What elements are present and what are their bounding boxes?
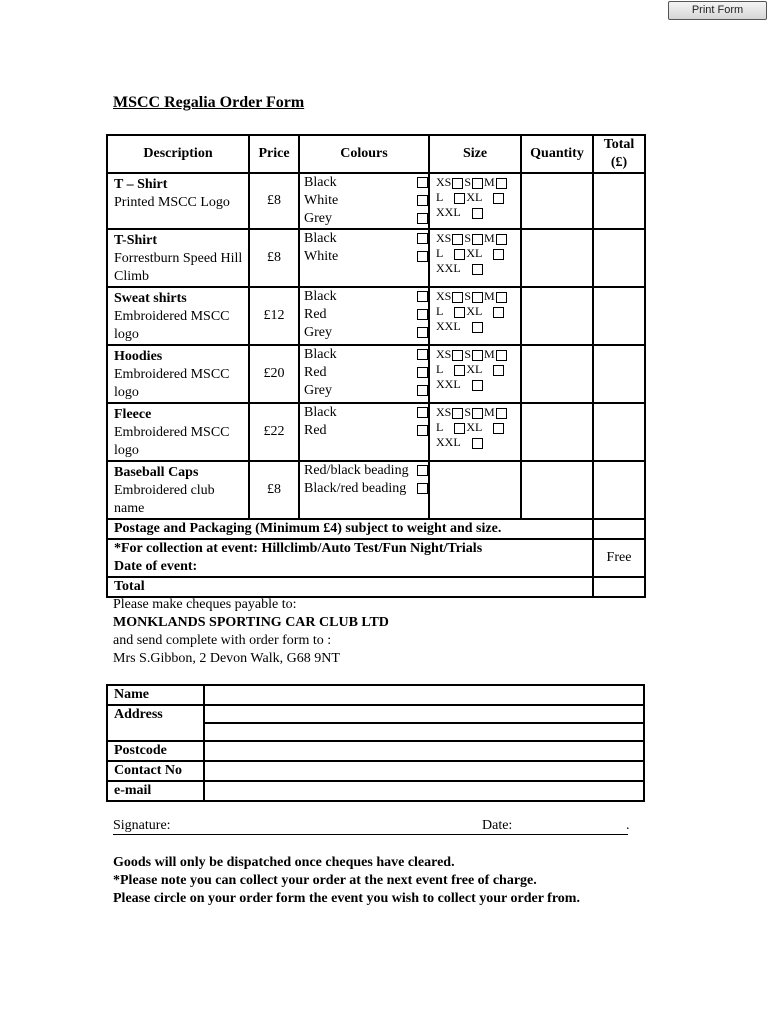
colour-option <box>304 364 428 382</box>
item-total-cell[interactable] <box>593 461 645 519</box>
item-sizes <box>429 403 521 461</box>
contact-label: Contact No <box>107 761 204 781</box>
colour-label: Red <box>304 307 327 322</box>
item-colours <box>299 403 429 461</box>
size-xs-label: XS <box>436 175 452 189</box>
size-xl-label: XL <box>466 362 483 376</box>
header-price: Price <box>249 135 299 173</box>
size-xs-label: XS <box>436 405 452 419</box>
colour-checkbox[interactable] <box>417 367 428 378</box>
payment-payee: MONKLANDS SPORTING CAR CLUB LTD <box>113 615 389 630</box>
item-name: T – Shirt <box>114 177 168 192</box>
email-field[interactable] <box>204 781 644 801</box>
item-sizes <box>429 461 521 519</box>
address-label: Address <box>107 705 204 741</box>
contact-field[interactable] <box>204 761 644 781</box>
colour-option <box>304 174 428 192</box>
item-price: £8 <box>249 173 299 229</box>
colour-label: Red <box>304 423 327 438</box>
item-description <box>107 345 249 403</box>
colour-label: Black <box>304 405 337 420</box>
colour-label: Black <box>304 175 337 190</box>
size-l-checkbox[interactable] <box>454 365 465 376</box>
item-description <box>107 461 249 519</box>
size-l-checkbox[interactable] <box>454 423 465 434</box>
postage-total-cell[interactable] <box>593 519 645 539</box>
name-field[interactable] <box>204 685 644 705</box>
colour-option <box>304 346 428 364</box>
size-xl-checkbox[interactable] <box>493 193 504 204</box>
size-xl-label: XL <box>466 246 483 260</box>
size-xxl-checkbox[interactable] <box>472 264 483 275</box>
item-row <box>107 345 645 403</box>
item-detail: Embroidered club name <box>114 483 215 516</box>
size-l-label: L <box>436 420 444 434</box>
address-table <box>106 684 645 802</box>
size-s-label: S <box>464 231 472 245</box>
header-description: Description <box>107 135 249 173</box>
item-quantity-cell[interactable] <box>521 461 593 519</box>
colour-option <box>304 462 428 480</box>
size-l-label: L <box>436 190 444 204</box>
colour-option <box>304 288 428 306</box>
size-xl-checkbox[interactable] <box>493 365 504 376</box>
size-xxl-checkbox[interactable] <box>472 380 483 391</box>
item-total-cell[interactable] <box>593 229 645 287</box>
size-xxl-label: XXL <box>436 261 461 275</box>
colour-option <box>304 210 428 228</box>
size-s-checkbox[interactable] <box>472 292 483 303</box>
colour-checkbox[interactable] <box>417 349 428 360</box>
colour-checkbox[interactable] <box>417 291 428 302</box>
size-xxl-checkbox[interactable] <box>472 208 483 219</box>
size-s-label: S <box>464 347 472 361</box>
colour-checkbox[interactable] <box>417 327 428 338</box>
size-m-checkbox[interactable] <box>496 350 507 361</box>
colour-label: White <box>304 193 339 208</box>
size-s-label: S <box>464 405 472 419</box>
size-xs-checkbox[interactable] <box>452 292 463 303</box>
size-m-label: M <box>484 289 495 303</box>
size-xs-label: XS <box>436 347 452 361</box>
print-form-button[interactable]: Print Form <box>668 1 767 20</box>
colour-checkbox[interactable] <box>417 407 428 418</box>
note-3: Please circle on your order form the event you wish to collect your order from. <box>113 891 580 906</box>
colour-label: Black <box>304 347 337 362</box>
size-s-label: S <box>464 289 472 303</box>
item-row <box>107 403 645 461</box>
colour-option <box>304 324 428 342</box>
name-label: Name <box>107 685 204 705</box>
header-size: Size <box>429 135 521 173</box>
colour-option <box>304 382 428 400</box>
item-price: £20 <box>249 345 299 403</box>
colour-checkbox[interactable] <box>417 195 428 206</box>
item-sizes <box>429 345 521 403</box>
collection-text: *For collection at event: Hillclimb/Auto Test/Fun Night/Trials <box>114 541 483 556</box>
size-m-checkbox[interactable] <box>496 234 507 245</box>
date-of-event-label[interactable]: Date of event: <box>114 559 198 574</box>
size-m-label: M <box>484 405 495 419</box>
item-total-cell[interactable] <box>593 287 645 345</box>
item-name: T-Shirt <box>114 233 158 248</box>
item-total-cell[interactable] <box>593 173 645 229</box>
size-xxl-checkbox[interactable] <box>472 322 483 333</box>
item-colours <box>299 229 429 287</box>
item-price: £22 <box>249 403 299 461</box>
table-header-row <box>107 135 645 173</box>
header-colours: Colours <box>299 135 429 173</box>
size-m-label: M <box>484 175 495 189</box>
item-detail: Forrestburn Speed Hill Climb <box>114 251 243 284</box>
colour-label: Black/red beading <box>304 481 407 496</box>
item-detail: Embroidered MSCC logo <box>114 425 230 458</box>
item-sizes <box>429 287 521 345</box>
item-row <box>107 229 645 287</box>
postage-row <box>107 519 645 539</box>
item-quantity-cell[interactable] <box>521 173 593 229</box>
size-m-label: M <box>484 347 495 361</box>
size-s-checkbox[interactable] <box>472 350 483 361</box>
colour-checkbox[interactable] <box>417 309 428 320</box>
item-colours <box>299 345 429 403</box>
item-price: £12 <box>249 287 299 345</box>
size-l-checkbox[interactable] <box>454 307 465 318</box>
header-total: Total (£) <box>593 135 645 173</box>
size-s-checkbox[interactable] <box>472 408 483 419</box>
item-quantity-cell[interactable] <box>521 287 593 345</box>
size-l-label: L <box>436 304 444 318</box>
size-s-label: S <box>464 175 472 189</box>
item-quantity-cell[interactable] <box>521 403 593 461</box>
payment-line1: Please make cheques payable to: <box>113 597 297 612</box>
colour-label: Black <box>304 289 337 304</box>
size-xxl-label: XXL <box>436 377 461 391</box>
note-2: *Please note you can collect your order at the next event free of charge. <box>113 873 537 888</box>
colour-label: White <box>304 249 339 264</box>
item-description <box>107 173 249 229</box>
note-1: Goods will only be dispatched once cheques have cleared. <box>113 855 455 870</box>
page-title: MSCC Regalia Order Form <box>113 94 305 111</box>
size-xs-checkbox[interactable] <box>452 350 463 361</box>
size-xl-checkbox[interactable] <box>493 307 504 318</box>
postage-text: Postage and Packaging (Minimum £4) subject to weight and size. <box>107 519 593 539</box>
colour-label: Grey <box>304 383 332 398</box>
colour-checkbox[interactable] <box>417 483 428 494</box>
size-s-checkbox[interactable] <box>472 178 483 189</box>
colour-checkbox[interactable] <box>417 425 428 436</box>
postcode-field[interactable] <box>204 741 644 761</box>
colour-option <box>304 192 428 210</box>
item-description <box>107 403 249 461</box>
order-table <box>106 134 646 598</box>
size-xs-label: XS <box>436 231 452 245</box>
grand-total-row <box>107 577 645 597</box>
size-xs-checkbox[interactable] <box>452 178 463 189</box>
address-field-2[interactable] <box>204 723 644 741</box>
collection-row <box>107 539 645 577</box>
size-xs-label: XS <box>436 289 452 303</box>
size-xs-checkbox[interactable] <box>452 408 463 419</box>
item-name: Sweat shirts <box>114 291 187 306</box>
colour-checkbox[interactable] <box>417 233 428 244</box>
colour-option <box>304 248 428 266</box>
colour-label: Black <box>304 231 337 246</box>
item-price: £8 <box>249 229 299 287</box>
item-detail: Embroidered MSCC logo <box>114 309 230 342</box>
size-xs-checkbox[interactable] <box>452 234 463 245</box>
size-xl-label: XL <box>466 420 483 434</box>
date-label: Date: <box>482 818 513 833</box>
email-label: e-mail <box>107 781 204 801</box>
item-detail: Embroidered MSCC logo <box>114 367 230 400</box>
size-xl-checkbox[interactable] <box>493 423 504 434</box>
size-xl-label: XL <box>466 190 483 204</box>
signature-label: Signature: <box>113 818 171 833</box>
colour-option <box>304 404 428 422</box>
payment-line3: and send complete with order form to : <box>113 633 332 648</box>
size-l-label: L <box>436 362 444 376</box>
item-quantity-cell[interactable] <box>521 345 593 403</box>
item-total-cell[interactable] <box>593 403 645 461</box>
size-l-label: L <box>436 246 444 260</box>
grand-total-label: Total <box>107 577 593 597</box>
colour-label: Red <box>304 365 327 380</box>
notes <box>113 854 580 908</box>
colour-checkbox[interactable] <box>417 177 428 188</box>
size-xxl-label: XXL <box>436 319 461 333</box>
item-sizes <box>429 229 521 287</box>
item-row <box>107 173 645 229</box>
size-m-checkbox[interactable] <box>496 292 507 303</box>
size-m-checkbox[interactable] <box>496 408 507 419</box>
size-s-checkbox[interactable] <box>472 234 483 245</box>
colour-checkbox[interactable] <box>417 251 428 262</box>
item-name: Fleece <box>114 407 152 422</box>
size-l-checkbox[interactable] <box>454 249 465 260</box>
size-xxl-checkbox[interactable] <box>472 438 483 449</box>
colour-label: Grey <box>304 325 332 340</box>
collection-free: Free <box>593 539 645 577</box>
size-m-checkbox[interactable] <box>496 178 507 189</box>
size-xl-checkbox[interactable] <box>493 249 504 260</box>
colour-label: Red/black beading <box>304 463 409 478</box>
item-row <box>107 287 645 345</box>
payment-address: Mrs S.Gibbon, 2 Devon Walk, G68 9NT <box>113 651 340 666</box>
item-description <box>107 229 249 287</box>
colour-checkbox[interactable] <box>417 465 428 476</box>
postcode-label: Postcode <box>107 741 204 761</box>
grand-total-cell[interactable] <box>593 577 645 597</box>
item-price: £8 <box>249 461 299 519</box>
item-colours <box>299 173 429 229</box>
item-name: Baseball Caps <box>114 465 199 480</box>
colour-option <box>304 480 428 498</box>
collection-cell <box>107 539 593 577</box>
size-xxl-label: XXL <box>436 205 461 219</box>
payment-instructions <box>113 596 389 668</box>
address-field-1[interactable] <box>204 705 644 723</box>
colour-checkbox[interactable] <box>417 385 428 396</box>
item-quantity-cell[interactable] <box>521 229 593 287</box>
item-description <box>107 287 249 345</box>
item-row <box>107 461 645 519</box>
colour-option <box>304 230 428 248</box>
size-m-label: M <box>484 231 495 245</box>
header-quantity: Quantity <box>521 135 593 173</box>
colour-option <box>304 422 428 440</box>
item-colours <box>299 287 429 345</box>
signature-line[interactable] <box>113 834 628 835</box>
item-colours <box>299 461 429 519</box>
item-name: Hoodies <box>114 349 163 364</box>
item-sizes <box>429 173 521 229</box>
colour-checkbox[interactable] <box>417 213 428 224</box>
date-end: . <box>626 818 630 833</box>
item-total-cell[interactable] <box>593 345 645 403</box>
colour-label: Grey <box>304 211 332 226</box>
colour-option <box>304 306 428 324</box>
size-l-checkbox[interactable] <box>454 193 465 204</box>
size-xxl-label: XXL <box>436 435 461 449</box>
item-detail: Printed MSCC Logo <box>114 195 230 210</box>
size-xl-label: XL <box>466 304 483 318</box>
